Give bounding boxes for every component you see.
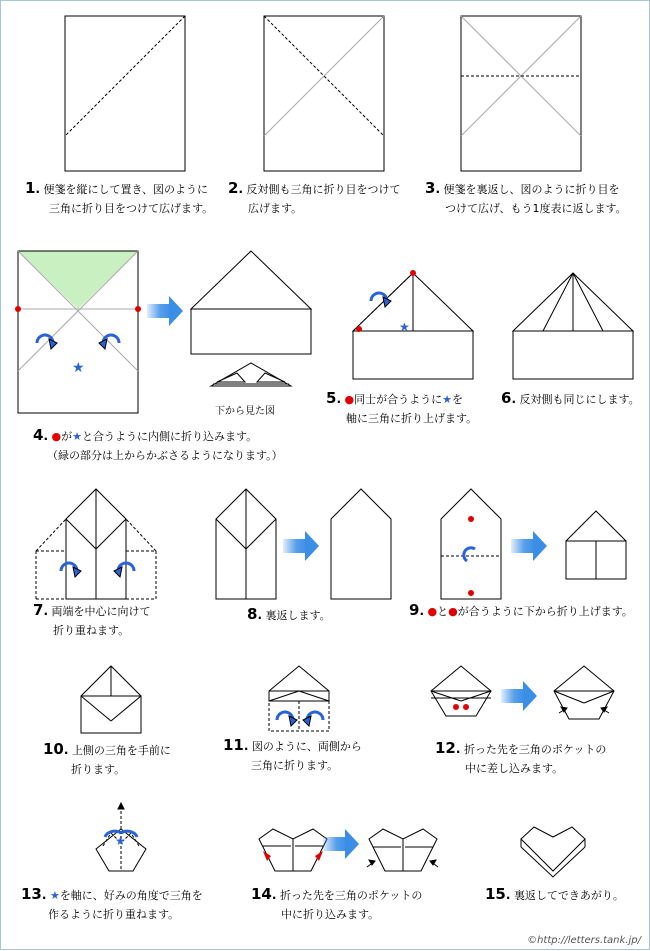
- step-8: 8. 裏返します。: [247, 605, 331, 623]
- step13-figure: [96, 803, 146, 871]
- step-10: 10. 上側の三角を手前に 折ります。: [43, 740, 171, 779]
- step-2-line-2: 広げます。: [248, 202, 303, 215]
- step2-figure: [264, 16, 384, 171]
- step6-figure: [513, 273, 633, 379]
- step-4-caption: 下から見た図: [215, 406, 275, 417]
- step-1-line-2: 三角に折り目をつけて広げます。: [49, 202, 214, 215]
- svg-text:★: ★: [115, 834, 126, 848]
- step9-figure: [441, 489, 501, 599]
- step7-figure: [36, 489, 156, 599]
- step-2-line-1: 反対側も三角に折り目をつけて: [246, 183, 401, 196]
- blue-star-marker: ★: [72, 430, 82, 443]
- step-2: 2. 反対側も三角に折り目をつけて 広げます。: [228, 179, 401, 218]
- step-4: 4. ●が★と合うように内側に折り込みます。 （緑の部分は上からかぶさるようになります。）: [33, 426, 283, 465]
- step-13-line-2: 作るように折り重ねます。: [48, 908, 180, 921]
- step11-figure: [269, 666, 329, 731]
- step-9: 9. ●と●が合うように下から折り上げます。: [409, 601, 633, 619]
- svg-text:★: ★: [72, 360, 85, 376]
- blue-star-marker: ★: [442, 393, 452, 406]
- red-dot-marker: ●: [448, 605, 458, 618]
- step-3-line-1: 便箋を裏返し、図のように折り目を: [443, 183, 620, 196]
- step4-figure: [15, 251, 141, 413]
- step-5: 5. ●同士が合うように★を 軸に三角に折り上げます。: [326, 389, 477, 428]
- step-15: 15. 裏返してできあがり。: [485, 885, 624, 903]
- red-dot-marker: ●: [51, 430, 62, 443]
- step-6: 6. 反対側も同じにします。: [501, 389, 640, 407]
- step-7-line-1: 両端を中心に向けて: [51, 605, 151, 618]
- red-dot-marker: ●: [344, 393, 355, 406]
- step-13: 13. ★を軸に、好みの角度で三角を 作るように折り重ねます。: [21, 885, 203, 924]
- site-credit: ©http://letters.tank.jp/: [527, 935, 641, 946]
- step-11: 11. 図のように、両側から 三角に折ります。: [223, 736, 362, 775]
- step14-result: [367, 829, 438, 871]
- step-14: 14. 折った先を三角のポケットの 中に折り込みます。: [251, 885, 422, 924]
- step12-arrow: [501, 681, 537, 711]
- step-1: 1. 便箋を縦にして置き、図のように 三角に折り目をつけて広げます。: [25, 179, 213, 218]
- step4-result: [191, 251, 311, 386]
- svg-text:★: ★: [399, 320, 410, 334]
- step4-arrow: [147, 296, 183, 326]
- step8-figure: [216, 489, 276, 599]
- step-8-line-1: 裏返します。: [265, 609, 331, 622]
- step-6-line-1: 反対側も同じにします。: [519, 393, 640, 406]
- step12-figure: [431, 666, 491, 716]
- step-15-line-1: 裏返してできあがり。: [513, 889, 624, 902]
- step-7: 7. 両端を中心に向けて 折り重ねます。: [33, 601, 151, 640]
- step-14-line-1: 折った先を三角のポケットの: [279, 889, 423, 902]
- step3-figure: [461, 16, 581, 171]
- step9-arrow: [511, 531, 547, 561]
- step-1-line-1: 便箋を縦にして置き、図のように: [43, 183, 209, 196]
- step-3-line-2: つけて広げ、もう1度表に返します。: [445, 202, 627, 215]
- step-7-line-2: 折り重ねます。: [53, 624, 130, 637]
- step-3: 3. 便箋を裏返し、図のように折り目を つけて広げ、もう1度表に返します。: [425, 179, 627, 218]
- step14-figure: [259, 829, 327, 871]
- step-11-line-2: 三角に折ります。: [251, 759, 339, 772]
- step-12-line-2: 中に差し込みます。: [465, 762, 564, 775]
- step-12-line-1: 折った先を三角のポケットの: [463, 743, 607, 756]
- step9-result: [566, 511, 626, 579]
- step-14-line-2: 中に折り込みます。: [281, 908, 380, 921]
- step-5-line-2: 軸に三角に折り上げます。: [346, 412, 478, 425]
- step1-figure: [65, 16, 185, 171]
- step-10-line-2: 折ります。: [71, 763, 126, 776]
- step-4-note: （緑の部分は上からかぶさるようになります。）: [47, 449, 283, 462]
- red-dot-marker: ●: [427, 605, 438, 618]
- step12-result: [554, 666, 614, 719]
- step-11-line-1: 図のように、両側から: [251, 740, 362, 753]
- step8-arrow: [283, 531, 319, 561]
- blue-star-marker: ★: [49, 889, 60, 902]
- step8-result: [331, 489, 391, 599]
- step15-figure: [521, 827, 585, 877]
- step-10-line-1: 上側の三角を手前に: [71, 744, 171, 757]
- step10-figure: [81, 666, 141, 733]
- step-12: 12. 折った先を三角のポケットの 中に差し込みます。: [435, 739, 606, 778]
- step5-figure: [353, 270, 473, 379]
- diagram-canvas: [1, 1, 650, 951]
- step14-arrow: [323, 829, 359, 859]
